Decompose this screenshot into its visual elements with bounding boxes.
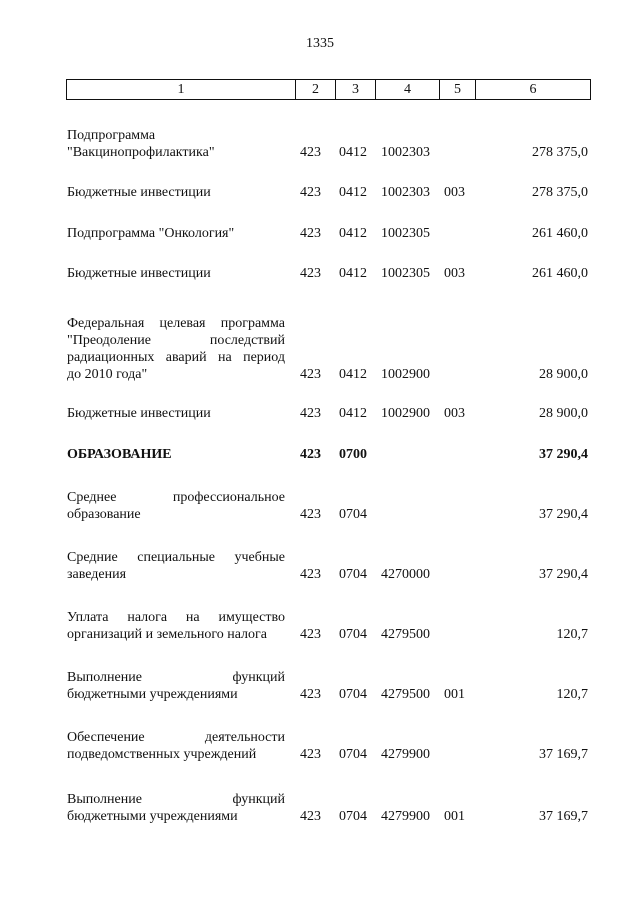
target-article-code: 4279900	[381, 747, 430, 762]
row-name-line: образование	[67, 507, 141, 522]
page-number: 1335	[306, 36, 334, 51]
row-name-line: Бюджетные инвестиции	[67, 266, 211, 281]
section-code: 0412	[339, 226, 367, 241]
row-name	[67, 315, 285, 383]
amount: 261 460,0	[532, 226, 588, 241]
expense-type-code: 003	[444, 266, 465, 281]
section-code: 0704	[339, 627, 367, 642]
row-name	[67, 729, 285, 763]
row-name	[67, 609, 285, 643]
row-name-line: заведения	[67, 567, 127, 582]
section-code: 0700	[339, 447, 367, 462]
row-name-line: бюджетными учреждениями	[67, 809, 238, 824]
row-name-line: организаций и земельного налога	[67, 627, 267, 642]
column-header-6: 6	[529, 82, 537, 97]
target-article-code: 4279900	[381, 809, 430, 824]
amount: 261 460,0	[532, 266, 588, 281]
row-name	[67, 489, 285, 523]
column-header-1: 1	[67, 80, 296, 99]
row-name-line: Обеспечение деятельности	[67, 730, 285, 745]
row-name-line: Подпрограмма "Онкология"	[67, 226, 235, 241]
row-name	[67, 791, 285, 825]
amount: 37 169,7	[539, 809, 588, 824]
ministry-code: 423	[300, 145, 321, 160]
row-name	[67, 225, 285, 242]
row-name-line: Федеральная целевая программа	[67, 316, 285, 331]
row-name-line: Среднее профессиональное	[67, 490, 285, 505]
expense-type-code: 003	[444, 185, 465, 200]
expense-type-code: 001	[444, 687, 465, 702]
expense-type-code: 001	[444, 809, 465, 824]
row-name	[67, 127, 285, 161]
ministry-code: 423	[300, 447, 321, 462]
target-article-code: 4279500	[381, 627, 430, 642]
section-code: 0704	[339, 747, 367, 762]
amount: 120,7	[556, 687, 588, 702]
row-name-line: Средние специальные учебные	[67, 550, 285, 565]
amount: 278 375,0	[532, 145, 588, 160]
row-name-line: до 2010 года"	[67, 367, 148, 382]
amount: 37 290,4	[539, 507, 588, 522]
section-code: 0412	[339, 406, 367, 421]
target-article-code: 1002305	[381, 266, 430, 281]
target-article-code: 4270000	[381, 567, 430, 582]
ministry-code: 423	[300, 185, 321, 200]
section-code: 0412	[339, 367, 367, 382]
row-name-line: Уплата налога на имущество	[67, 610, 285, 625]
section-code: 0704	[339, 567, 367, 582]
section-code: 0412	[339, 266, 367, 281]
amount: 37 290,4	[539, 567, 588, 582]
amount: 28 900,0	[539, 367, 588, 382]
column-header-3: 3	[336, 80, 376, 99]
ministry-code: 423	[300, 687, 321, 702]
amount: 37 290,4	[539, 447, 588, 462]
row-name-line: Подпрограмма	[67, 128, 156, 143]
section-code: 0704	[339, 809, 367, 824]
row-name-line: подведомственных учреждений	[67, 747, 257, 762]
row-name-line: Выполнение функций	[67, 792, 285, 807]
column-header-4: 4	[376, 80, 440, 99]
section-code: 0704	[339, 507, 367, 522]
expense-type-code: 003	[444, 406, 465, 421]
amount: 120,7	[556, 627, 588, 642]
row-name-line: "Вакцинопрофилактика"	[67, 145, 215, 160]
row-name	[67, 446, 285, 463]
row-name-line: Бюджетные инвестиции	[67, 406, 211, 421]
row-name	[67, 549, 285, 583]
section-code: 0704	[339, 687, 367, 702]
ministry-code: 423	[300, 809, 321, 824]
section-code: 0412	[339, 185, 367, 200]
amount: 28 900,0	[539, 406, 588, 421]
column-header-2: 2	[296, 80, 336, 99]
target-article-code: 1002303	[381, 145, 430, 160]
target-article-code: 1002900	[381, 367, 430, 382]
ministry-code: 423	[300, 627, 321, 642]
row-name-line: "Преодоление последствий	[67, 333, 285, 348]
column-header-row	[66, 79, 591, 100]
row-name-line: бюджетными учреждениями	[67, 687, 238, 702]
ministry-code: 423	[300, 747, 321, 762]
target-article-code: 1002900	[381, 406, 430, 421]
row-name	[67, 184, 285, 201]
row-name	[67, 669, 285, 703]
ministry-code: 423	[300, 226, 321, 241]
target-article-code: 4279500	[381, 687, 430, 702]
row-name	[67, 265, 285, 282]
ministry-code: 423	[300, 406, 321, 421]
row-name-line: Бюджетные инвестиции	[67, 185, 211, 200]
section-code: 0412	[339, 145, 367, 160]
ministry-code: 423	[300, 507, 321, 522]
ministry-code: 423	[300, 266, 321, 281]
row-name	[67, 405, 285, 422]
amount: 278 375,0	[532, 185, 588, 200]
target-article-code: 1002303	[381, 185, 430, 200]
ministry-code: 423	[300, 367, 321, 382]
ministry-code: 423	[300, 567, 321, 582]
row-name-line: ОБРАЗОВАНИЕ	[67, 447, 172, 462]
column-header-5: 5	[440, 80, 476, 99]
target-article-code: 1002305	[381, 226, 430, 241]
row-name-line: Выполнение функций	[67, 670, 285, 685]
row-name-line: радиационных аварий на период	[67, 350, 285, 365]
amount: 37 169,7	[539, 747, 588, 762]
